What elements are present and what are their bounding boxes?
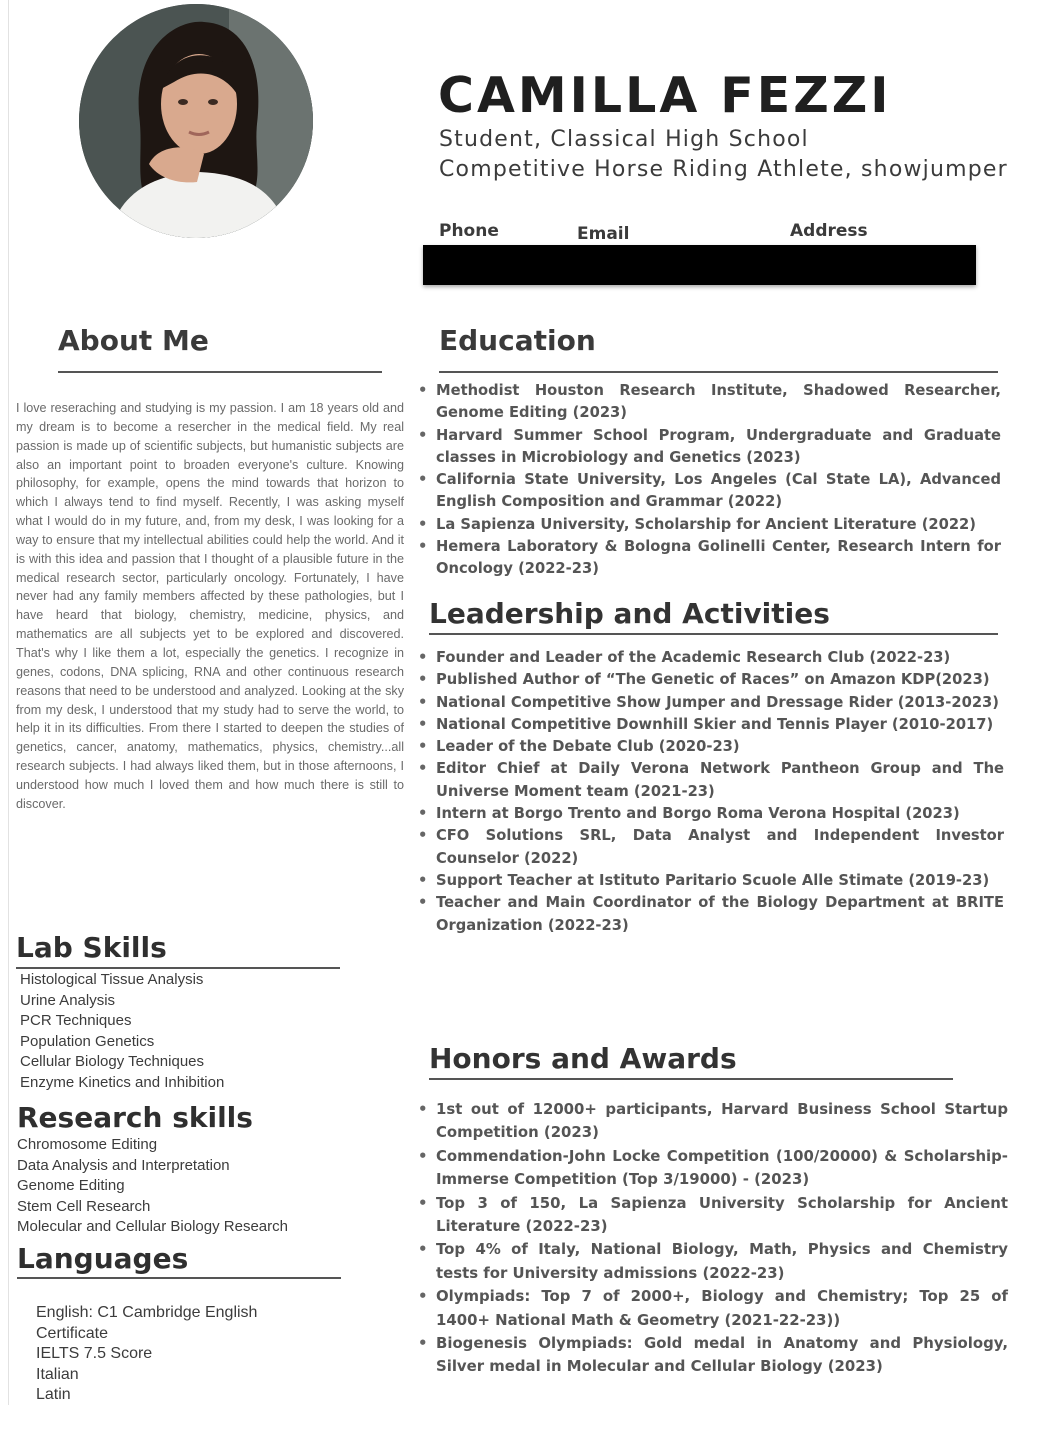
education-title: Education — [439, 324, 596, 357]
list-item: Enzyme Kinetics and Inhibition — [20, 1073, 225, 1091]
leadership-list — [418, 647, 1004, 937]
list-item: • Methodist Houston Research Institute, Shadowed Researcher, Genome Editing (2023) — [418, 380, 1001, 425]
honors-list — [418, 1098, 1008, 1379]
honors-rule — [429, 1078, 953, 1080]
research-skills-title: Research skills — [17, 1101, 253, 1134]
portrait-icon — [79, 4, 313, 238]
list-item: • Published Author of “The Genetic of Races” on Amazon KDP(2023) — [418, 669, 1004, 691]
list-item: Certificate — [36, 1324, 109, 1342]
list-item: • Hemera Laboratory & Bologna Golinelli Center, Research Intern for Oncology (2022-23) — [418, 536, 1001, 581]
education-list — [418, 380, 1001, 581]
list-item: • La Sapienza University, Scholarship for Ancient Literature (2022) — [418, 514, 1001, 536]
list-item: IELTS 7.5 Score — [36, 1345, 153, 1362]
list-item: Population Genetics — [20, 1032, 155, 1050]
list-item: • National Competitive Downhill Skier and Tennis Player (2010-2017) — [418, 714, 1004, 736]
list-item: Latin — [36, 1386, 71, 1403]
lab-skills-rule — [16, 967, 340, 969]
list-item: • Top 3 of 150, La Sapienza University Scholarship for Ancient Literature (2022-23) — [418, 1192, 1008, 1239]
list-item: Data Analysis and Interpretation — [17, 1156, 230, 1174]
list-item: Stem Cell Research — [17, 1197, 151, 1215]
lab-skills-list — [20, 970, 224, 1093]
list-item: Cellular Biology Techniques — [20, 1053, 204, 1070]
education-rule — [439, 371, 998, 373]
list-item: • National Competitive Show Jumper and Dressage Rider (2013-2023) — [418, 692, 1004, 714]
list-item: Genome Editing — [17, 1177, 125, 1195]
subtitle-school: Student, Classical High School — [439, 127, 809, 152]
list-item: • Commendation-John Locke Competition (100/20000) & Scholarship- Immerse Competition (Top 3/19000) - (2023) — [418, 1145, 1008, 1192]
list-item: • Olympiads: Top 7 of 2000+, Biology and Chemistry; Top 25 of 1400+ National Math & Geometry (2021-22-23)) — [418, 1285, 1008, 1332]
candidate-name: CAMILLA FEZZI — [438, 67, 892, 124]
lab-skills-title: Lab Skills — [16, 931, 167, 964]
list-item: • Founder and Leader of the Academic Research Club (2022-23) — [418, 647, 1004, 669]
languages-list — [36, 1303, 257, 1406]
list-item: • Intern at Borgo Trento and Borgo Roma Verona Hospital (2023) — [418, 803, 1004, 825]
languages-rule — [17, 1277, 341, 1279]
subtitle-athlete: Competitive Horse Riding Athlete, showjumper — [439, 157, 1008, 182]
about-text: I love reseraching and studying is my passion. I am 18 years old and my dream is to become a resercher in the medical field. My real passion is made up of scientific subjects, but humanistic subjects are also an important point to broaden everyone's culture. Knowing philosophy, for example, opens the mind towards that horizon to which I always tend to find myself. Recently, I was asking myself what I would do in my future, and, from my desk, I was looking for a way to ensure that my intellectual abilities could help the world. And it is with this idea and passion that I thought of a plausible future in the medical research sector, particularly oncology. Fortunately, I have never had any family members affected by these pathologies, but I have heard that biology, chemistry, medicine, physics, and mathematics are all subjects yet to be explored and discovered. That's why I like them a lot, especially the genetics. I recognize in genes, codons, DNA splicing, RNA and other continuous research reasons that need to be understood and analyzed. Looking at the sky from my desk, I understood that my study had to serve the world, to help it in its difficulties. From there I started to deepen the studies of genetics, cancer, anatomy, mathematics, physics, chemistry...all research subjects. I had always liked them, but in those afternoons, I understood how much I loved them and how much there is still to discover. — [16, 401, 404, 811]
list-item: • Top 4% of Italy, National Biology, Math, Physics and Chemistry tests for University admissions (2022-23) — [418, 1238, 1008, 1285]
leadership-rule — [429, 633, 998, 635]
about-rule — [58, 371, 382, 373]
list-item: • Teacher and Main Coordinator of the Biology Department at BRITE Organization (2022-23) — [418, 892, 1004, 937]
contact-label-email: Email — [577, 224, 630, 244]
research-skills-list — [17, 1135, 288, 1238]
about-title: About Me — [58, 324, 209, 357]
list-item: Italian — [36, 1365, 79, 1383]
list-item: • Support Teacher at Istituto Paritario Scuole Alle Stimate (2019-23) — [418, 870, 1004, 892]
list-item: • 1st out of 12000+ participants, Harvard Business School Startup Competition (2023) — [418, 1098, 1008, 1145]
list-item: Chromosome Editing — [17, 1136, 158, 1153]
list-item: • CFO Solutions SRL, Data Analyst and Independent Investor Counselor (2022) — [418, 825, 1004, 870]
list-item: Urine Analysis — [20, 991, 116, 1009]
list-item: • Harvard Summer School Program, Undergraduate and Graduate classes in Microbiology and Genetics (2023) — [418, 425, 1001, 470]
leadership-title: Leadership and Activities — [429, 597, 830, 630]
list-item: English: C1 Cambridge English — [36, 1304, 258, 1321]
redacted-contact-bar — [423, 245, 976, 285]
list-item: • California State University, Los Angeles (Cal State LA), Advanced English Composition and Grammar (2022) — [418, 469, 1001, 514]
list-item: PCR Techniques — [20, 1012, 132, 1029]
languages-title: Languages — [17, 1242, 189, 1275]
contact-label-address: Address — [790, 221, 868, 241]
page-edge — [8, 0, 9, 1405]
list-item: • Leader of the Debate Club (2020-23) — [418, 736, 1004, 758]
list-item: Molecular and Cellular Biology Research — [17, 1218, 288, 1236]
list-item: • Biogenesis Olympiads: Gold medal in Anatomy and Physiology, Silver medal in Molecular and Cellular Biology (2023) — [418, 1332, 1008, 1379]
list-item: Histological Tissue Analysis — [20, 971, 204, 988]
contact-label-phone: Phone — [439, 221, 499, 241]
list-item: • Editor Chief at Daily Verona Network Pantheon Group and The Universe Moment team (2021-23) — [418, 758, 1004, 803]
honors-title: Honors and Awards — [429, 1042, 737, 1075]
profile-photo — [79, 4, 313, 238]
